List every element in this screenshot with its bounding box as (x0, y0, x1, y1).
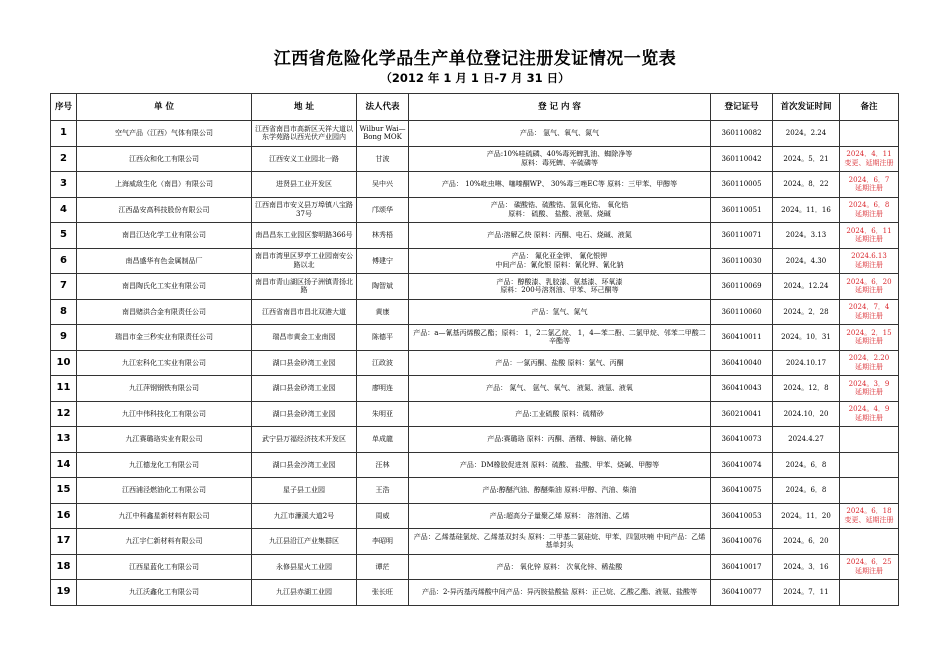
cell-unit: 空气产品（江西）气体有限公司 (77, 121, 252, 147)
cell-seq: 14 (51, 452, 77, 478)
cell-first-date: 2024。12．8 (773, 376, 840, 402)
cell-address: 永修县星火工业园 (252, 554, 357, 580)
cell-unit: 九江萍钢钢铁有限公司 (77, 376, 252, 402)
cell-note (840, 121, 899, 147)
cell-unit: 江西浦泾燃油化工有限公司 (77, 478, 252, 504)
cell-content: 产品： 氩气、氧气、氮气 (409, 121, 711, 147)
cell-legal-rep: 张长旺 (357, 580, 409, 606)
cell-address: 江西省南昌市昌北双港大道 (252, 299, 357, 325)
cell-legal-rep: 谭茫 (357, 554, 409, 580)
cell-seq: 6 (51, 248, 77, 274)
cell-reg-no: 360410074 (711, 452, 773, 478)
cell-legal-rep: 单成龍 (357, 427, 409, 453)
cell-seq: 3 (51, 172, 77, 198)
cell-address: 瑞昌市黄金工业南园 (252, 325, 357, 351)
cell-first-date: 2024。11．20 (773, 503, 840, 529)
table-row (51, 299, 899, 325)
cell-first-date: 2024。5．21 (773, 146, 840, 172)
cell-note: 2024．2.20 延期注册 (840, 350, 899, 376)
header-note: 备注 (840, 94, 899, 121)
cell-unit: 九江德龙化工有限公司 (77, 452, 252, 478)
cell-note (840, 452, 899, 478)
header-first-date: 首次发证时间 (773, 94, 840, 121)
cell-unit: 南昌赌洪合金有限责任公司 (77, 299, 252, 325)
cell-content: 产品： 氟化亚金钾、 氰化银钾 中间产品：氰化银 原料：氰化钾、氰化钠 (409, 248, 711, 274)
cell-first-date: 2024。6．8 (773, 478, 840, 504)
cell-content: 产品:10%哇硫磷、40%毒死蜱乳油、蜘除净等 原料：毒死蜱、辛硫磷等 (409, 146, 711, 172)
cell-address: 江西南昌市安义县万埠镇八宝路37号 (252, 197, 357, 223)
cell-address: 南昌昌东工业园区黎明路366号 (252, 223, 357, 249)
cell-unit: 九江宏科化工实业有限公司 (77, 350, 252, 376)
cell-unit: 江西众和化工有限公司 (77, 146, 252, 172)
cell-content: 产品： 氧化锌 原料： 次氧化锌、稀盐酸 (409, 554, 711, 580)
cell-reg-no: 360410017 (711, 554, 773, 580)
cell-address: 进贤县工业开发区 (252, 172, 357, 198)
header-seq: 序号 (51, 94, 77, 121)
cell-content: 产品:溶解乙炔 原料：丙酮、电石、烧碱、液氮 (409, 223, 711, 249)
cell-seq: 9 (51, 325, 77, 351)
cell-first-date: 2024。4.30 (773, 248, 840, 274)
cell-seq: 11 (51, 376, 77, 402)
cell-unit: 九江中伟科技化工有限公司 (77, 401, 252, 427)
cell-reg-no: 360410043 (711, 376, 773, 402)
table-row (51, 452, 899, 478)
cell-first-date: 2024.10.17 (773, 350, 840, 376)
header-unit: 单 位 (77, 94, 252, 121)
cell-seq: 2 (51, 146, 77, 172)
cell-legal-rep: Wilbur Wai—Bong MOK (357, 121, 409, 147)
cell-address: 湖口县金沙湾工业园 (252, 452, 357, 478)
cell-note: 2024。6．8 延期注册 (840, 197, 899, 223)
cell-note: 2024。3．9 延期注册 (840, 376, 899, 402)
cell-seq: 17 (51, 529, 77, 555)
cell-unit: 瑞昌市金三秒实业有限责任公司 (77, 325, 252, 351)
cell-legal-rep: 汪林 (357, 452, 409, 478)
cell-address: 湖口县金砂湾工业园 (252, 376, 357, 402)
cell-legal-rep: 陈德平 (357, 325, 409, 351)
page-subtitle: （2012 年 1 月 1 日-7 月 31 日） (380, 71, 570, 85)
cell-address: 湖口县金砂湾工业园 (252, 350, 357, 376)
cell-content: 产品：醇酸漆、乳胶漆、氨基漆、环氧漆 原料：200号溶剂油、甲苯、环己酮等 (409, 274, 711, 300)
cell-reg-no: 360410076 (711, 529, 773, 555)
cell-note: 2024．6．7 延期注册 (840, 172, 899, 198)
cell-note: 2024．7．4 延期注册 (840, 299, 899, 325)
cell-seq: 5 (51, 223, 77, 249)
cell-address: 江西安义工业园北一路 (252, 146, 357, 172)
table-row (51, 146, 899, 172)
cell-seq: 18 (51, 554, 77, 580)
cell-reg-no: 360110005 (711, 172, 773, 198)
cell-content: 产品：乙烯基硅氯烷、乙烯基双封头 原料：二甲基二氯硅烷、甲苯、四氢呋喃 中间产品：乙烯基单封头 (409, 529, 711, 555)
header-reg-no: 登记证号 (711, 94, 773, 121)
cell-address: 武宁县万福经济技术开发区 (252, 427, 357, 453)
cell-content: 产品：一氯丙酮、盐酸 原料：氯气、丙酮 (409, 350, 711, 376)
table-row (51, 223, 899, 249)
registration-table (50, 93, 899, 606)
table-row (51, 274, 899, 300)
cell-address: 南昌市青山湖区扬子洲镇青扬北路 (252, 274, 357, 300)
cell-legal-rep: 陶智斌 (357, 274, 409, 300)
table-row (51, 376, 899, 402)
cell-unit: 南昌江达化学工业有限公司 (77, 223, 252, 249)
cell-unit: 九江赛璐珞实业有限公司 (77, 427, 252, 453)
cell-first-date: 2024.10．20 (773, 401, 840, 427)
cell-first-date: 2024。3．16 (773, 554, 840, 580)
cell-note: 2024。4．9 延期注册 (840, 401, 899, 427)
cell-address: 南昌市湾里区罗亭工业园南安公路以北 (252, 248, 357, 274)
cell-legal-rep: 周威 (357, 503, 409, 529)
cell-content: 产品:工业硫酸 原料：硫精砂 (409, 401, 711, 427)
cell-seq: 1 (51, 121, 77, 147)
cell-reg-no: 360110082 (711, 121, 773, 147)
cell-unit: 江西星蓝化工有限公司 (77, 554, 252, 580)
header-content: 登 记 内 容 (409, 94, 711, 121)
cell-legal-rep: 江政波 (357, 350, 409, 376)
cell-legal-rep: 王浩 (357, 478, 409, 504)
table-row (51, 172, 899, 198)
cell-address: 江西省南昌市高新区天祥大道以东学苑路以西光伏产业园内 (252, 121, 357, 147)
table-header-row (51, 94, 899, 121)
cell-first-date: 2024。12.24 (773, 274, 840, 300)
header-address: 地 址 (252, 94, 357, 121)
table-row (51, 554, 899, 580)
cell-address: 九江县赤湖工业园 (252, 580, 357, 606)
cell-reg-no: 360410075 (711, 478, 773, 504)
cell-content: 产品:赛璐珞 原料：丙酮、酒精、樟脑、硝化棉 (409, 427, 711, 453)
cell-address: 九江市濂溪大道2号 (252, 503, 357, 529)
cell-first-date: 2024。2．28 (773, 299, 840, 325)
cell-legal-rep: 李昭明 (357, 529, 409, 555)
cell-seq: 4 (51, 197, 77, 223)
cell-reg-no: 360410040 (711, 350, 773, 376)
cell-reg-no: 360110042 (711, 146, 773, 172)
cell-unit: 南昌陶氏化工实业有限公司 (77, 274, 252, 300)
table-row (51, 121, 899, 147)
cell-first-date: 2024。6．8 (773, 452, 840, 478)
cell-reg-no: 360110069 (711, 274, 773, 300)
cell-seq: 15 (51, 478, 77, 504)
cell-note: 2024.6.13 延期注册 (840, 248, 899, 274)
cell-seq: 19 (51, 580, 77, 606)
cell-legal-rep: 朱明亚 (357, 401, 409, 427)
cell-legal-rep: 邝颂华 (357, 197, 409, 223)
cell-first-date: 2024。10．31 (773, 325, 840, 351)
cell-content: 产品：2-异丙基丙烯酸中间产品：异丙胺盐酸盐 原料：正己烷、乙酸乙酯、液氨、盐酸等 (409, 580, 711, 606)
cell-unit: 江西晶安高科技股份有限公司 (77, 197, 252, 223)
cell-note: 2024。6．25 延期注册 (840, 554, 899, 580)
cell-first-date: 2024。3.13 (773, 223, 840, 249)
cell-legal-rep: 傅建宁 (357, 248, 409, 274)
cell-reg-no: 360410011 (711, 325, 773, 351)
cell-unit: 九江沃鑫化工有限公司 (77, 580, 252, 606)
table-row (51, 248, 899, 274)
cell-first-date: 2024。6．20 (773, 529, 840, 555)
cell-legal-rep: 甘波 (357, 146, 409, 172)
cell-unit: 九江宇仁新材料有限公司 (77, 529, 252, 555)
cell-first-date: 2024。11．16 (773, 197, 840, 223)
cell-seq: 16 (51, 503, 77, 529)
cell-seq: 13 (51, 427, 77, 453)
cell-content: 产品： 氮气、 氩气、氧气、 液氮、液氩、液氧 (409, 376, 711, 402)
cell-reg-no: 360110051 (711, 197, 773, 223)
cell-reg-no: 360110060 (711, 299, 773, 325)
cell-content: 产品：DM橡胶促进剂 原料：硫酸、 盐酸、甲苯、烧碱、甲醇等 (409, 452, 711, 478)
cell-unit: 上海威敌生化（南昌）有限公司 (77, 172, 252, 198)
table-row (51, 503, 899, 529)
cell-unit: 九江中科鑫星新材料有限公司 (77, 503, 252, 529)
cell-reg-no: 360210041 (711, 401, 773, 427)
cell-note: 2024．4．11 变更、延期注册 (840, 146, 899, 172)
table-row (51, 427, 899, 453)
cell-seq: 12 (51, 401, 77, 427)
cell-note (840, 427, 899, 453)
cell-note (840, 580, 899, 606)
page-title: 江西省危险化学品生产单位登记注册发证情况一览表 (273, 49, 677, 69)
table-row (51, 325, 899, 351)
cell-note: 2024。6．20 延期注册 (840, 274, 899, 300)
cell-address: 星子县工业园 (252, 478, 357, 504)
cell-legal-rep: 黄康 (357, 299, 409, 325)
table-row (51, 580, 899, 606)
cell-reg-no: 360410077 (711, 580, 773, 606)
table-row (51, 350, 899, 376)
cell-content: 产品： 碳酸锆、硫酸锆、氢氧化锆、 氧化锆 原料： 硫酸、 盐酸、液氨、烧碱 (409, 197, 711, 223)
cell-reg-no: 360410073 (711, 427, 773, 453)
table-row (51, 197, 899, 223)
cell-reg-no: 360110071 (711, 223, 773, 249)
cell-first-date: 2024。7．11 (773, 580, 840, 606)
cell-note: 2024。2．15 延期注册 (840, 325, 899, 351)
header-legal-rep: 法人代表 (357, 94, 409, 121)
cell-address: 九江县沿江产业集群区 (252, 529, 357, 555)
cell-reg-no: 360110030 (711, 248, 773, 274)
cell-address: 湖口县金砂湾工业园 (252, 401, 357, 427)
cell-unit: 南昌盛华有色金属制品厂 (77, 248, 252, 274)
cell-legal-rep: 吴中兴 (357, 172, 409, 198)
cell-first-date: 2024。2.24 (773, 121, 840, 147)
cell-seq: 8 (51, 299, 77, 325)
cell-first-date: 2024。8．22 (773, 172, 840, 198)
cell-content: 产品：氢气、氮气 (409, 299, 711, 325)
table-row (51, 478, 899, 504)
cell-note (840, 529, 899, 555)
cell-note: 2024．6．11 延期注册 (840, 223, 899, 249)
cell-reg-no: 360410053 (711, 503, 773, 529)
cell-content: 产品:超高分子量聚乙烯 原料： 溶剂油、乙烯 (409, 503, 711, 529)
cell-legal-rep: 林秀梧 (357, 223, 409, 249)
table-row (51, 529, 899, 555)
cell-note: 2024。6．18 变更、延期注册 (840, 503, 899, 529)
cell-first-date: 2024.4.27 (773, 427, 840, 453)
cell-seq: 7 (51, 274, 77, 300)
cell-content: 产品:醇醚汽油、醇醚柴油 原料:甲醇、汽油、柴油 (409, 478, 711, 504)
cell-content: 产品：a—氰基丙烯酸乙酯；原料： 1，2二氯乙烷、 1，4—苯二酚、二氯甲烷、邻苯二甲酸二辛酯等 (409, 325, 711, 351)
table-row (51, 401, 899, 427)
cell-legal-rep: 廖明连 (357, 376, 409, 402)
cell-content: 产品： 10%吡虫啉、噻嗪酮WP、 30%毒三唑EC等 原料：三甲苯、甲醇等 (409, 172, 711, 198)
cell-note (840, 478, 899, 504)
cell-seq: 10 (51, 350, 77, 376)
